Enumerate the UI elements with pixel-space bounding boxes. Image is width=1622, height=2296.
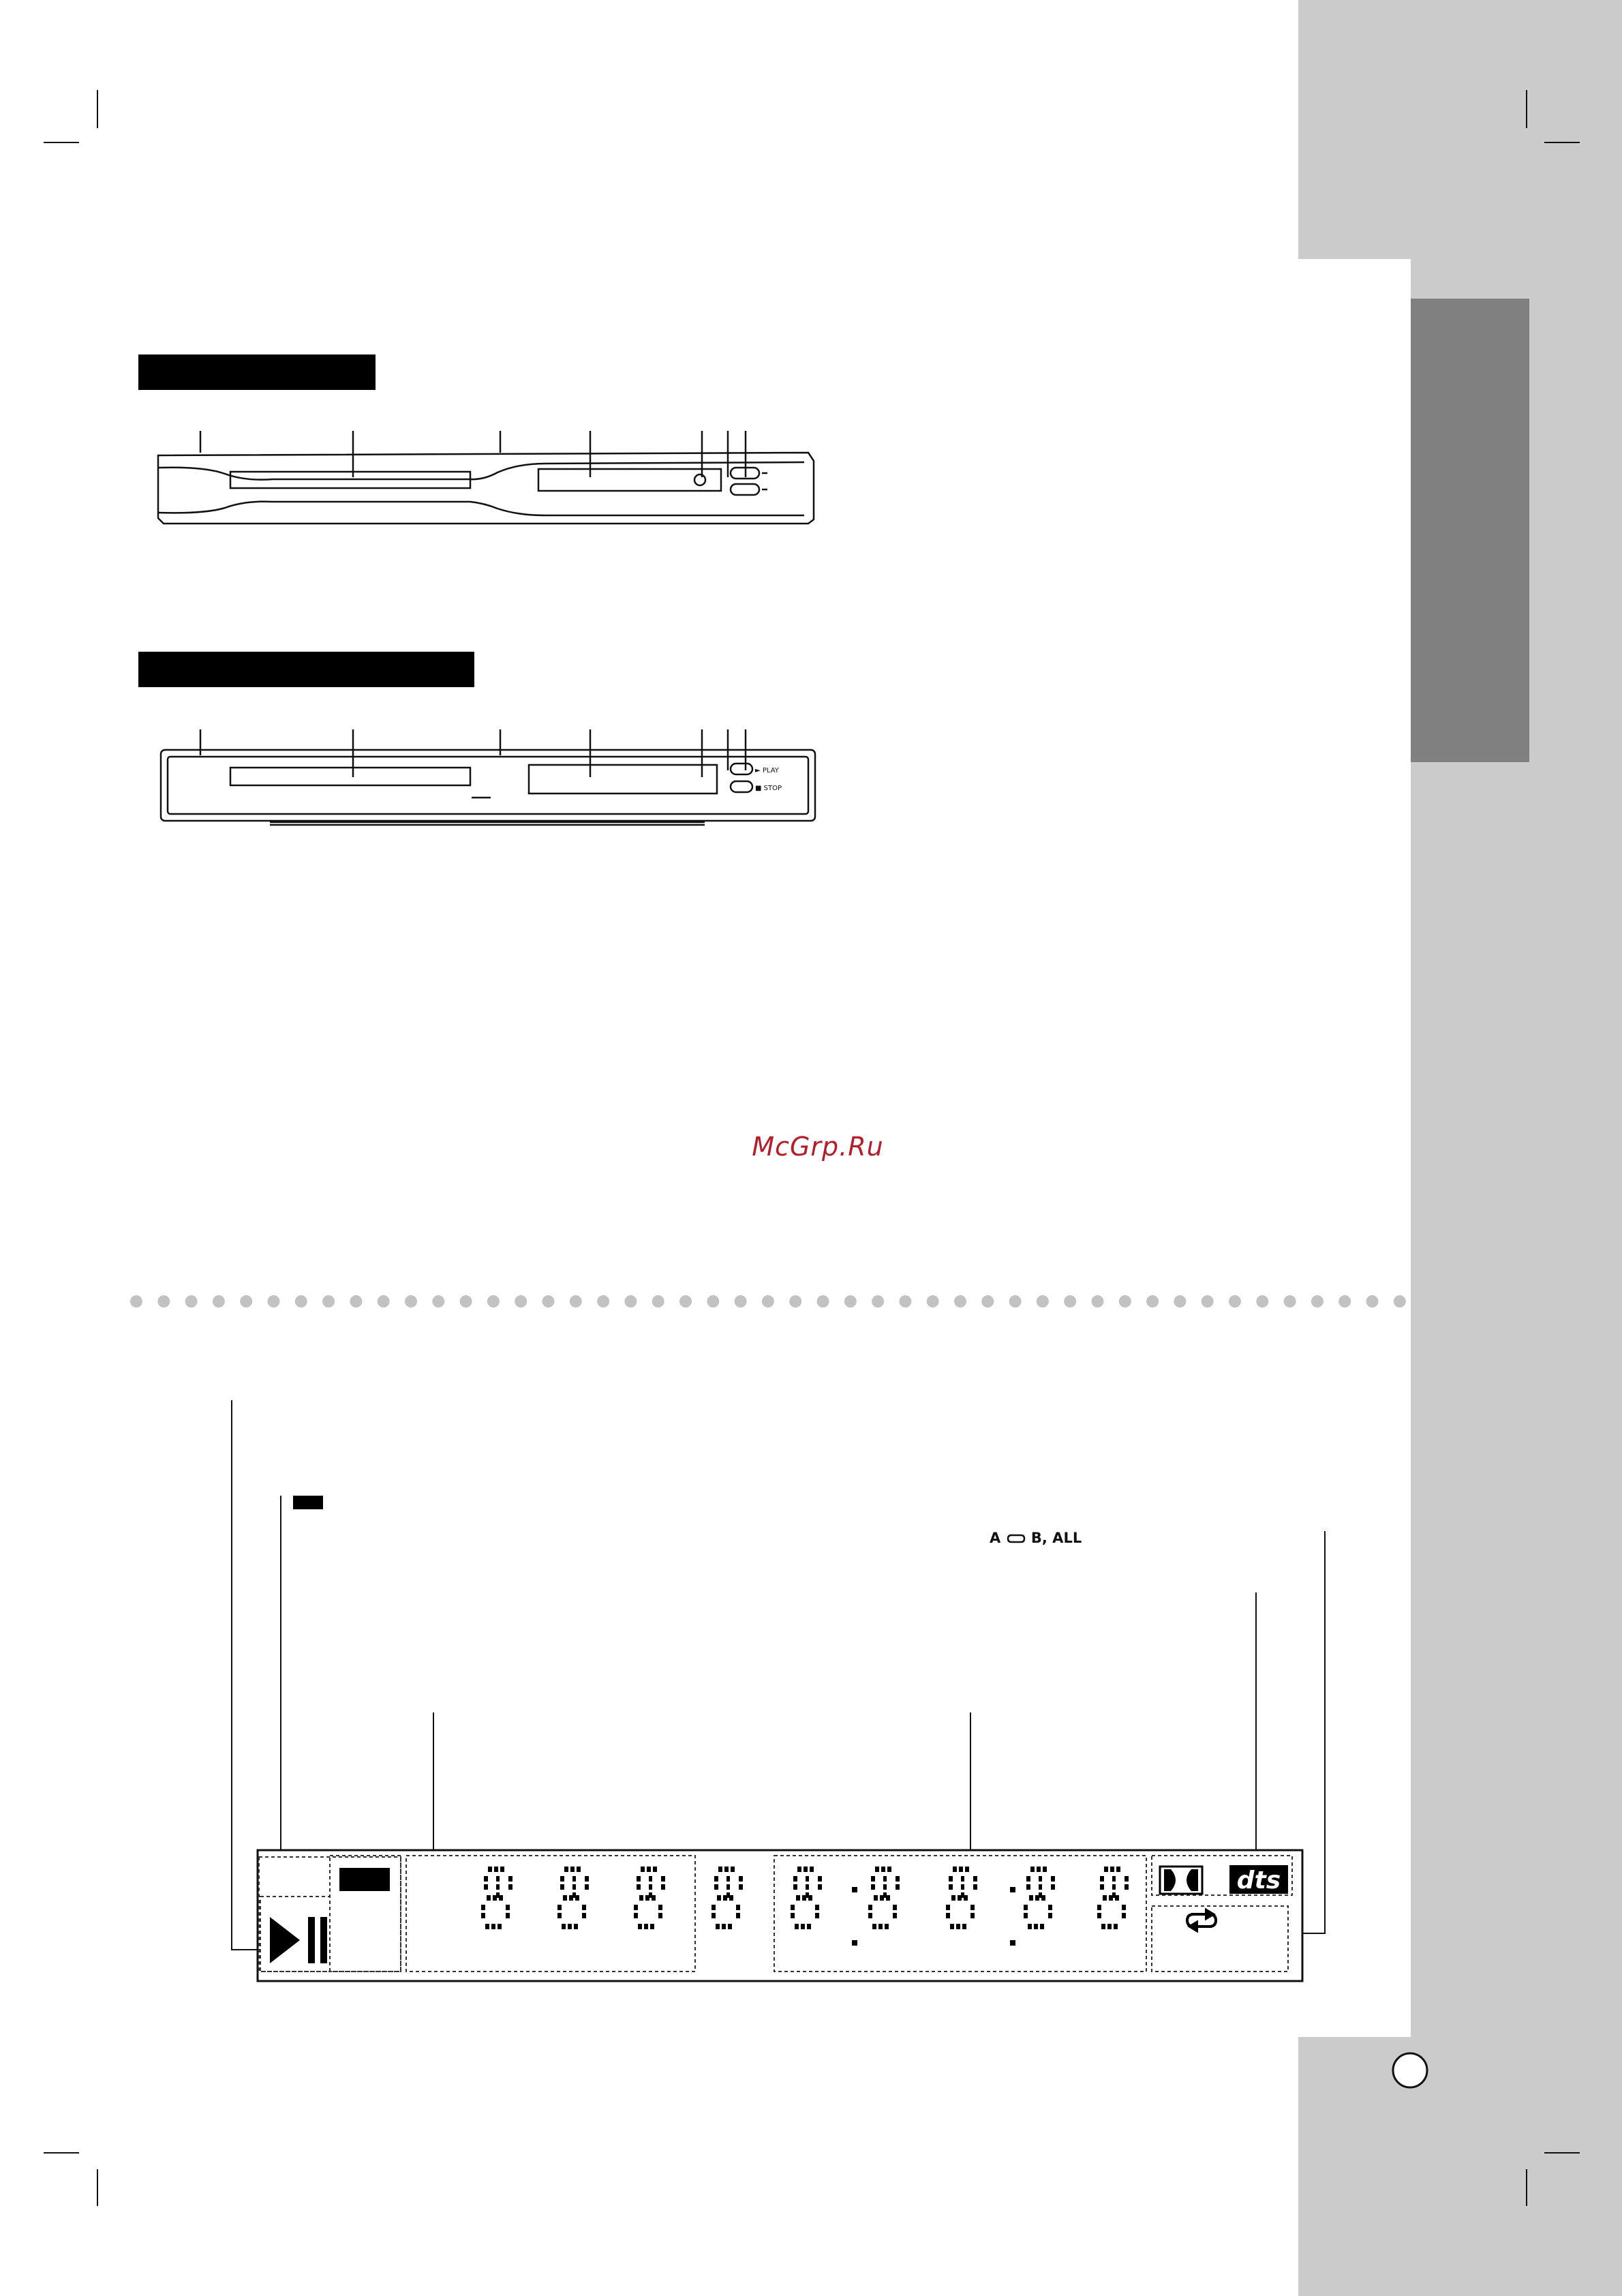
segment-dot <box>950 1924 954 1929</box>
divider-dot <box>652 1295 664 1308</box>
divider-dot <box>1119 1295 1131 1308</box>
segment-dot <box>1104 1867 1108 1872</box>
divider-dot <box>1366 1295 1379 1308</box>
segment-dot <box>1026 1876 1030 1882</box>
segment-dot <box>560 1884 564 1890</box>
segment-dot <box>500 1867 504 1872</box>
section-heading-bar-1 <box>138 354 376 390</box>
segment-dot <box>1028 1924 1032 1929</box>
divider-dot <box>515 1295 527 1308</box>
segment-dot <box>570 1867 575 1872</box>
segment-dot <box>481 1913 485 1918</box>
divider-dot <box>1174 1295 1186 1308</box>
segment-dot <box>562 1924 566 1929</box>
segment-dot <box>1122 1913 1126 1918</box>
segment-dot <box>962 1924 966 1929</box>
divider-dot <box>1256 1295 1268 1308</box>
divider-dot <box>1092 1295 1104 1308</box>
watermark: McGrp.Ru <box>752 1132 884 1162</box>
segment-dot <box>961 1892 964 1898</box>
segment-dot <box>801 1924 805 1929</box>
divider-dot <box>679 1295 692 1308</box>
segment-dot <box>881 1867 885 1872</box>
divider-dot <box>405 1295 417 1308</box>
svg-text:■ STOP: ■ STOP <box>755 785 782 792</box>
segment-dot <box>872 1924 876 1929</box>
segment-dot <box>726 1876 730 1882</box>
segment-dot <box>970 1905 975 1910</box>
segment-dot <box>641 1867 645 1872</box>
segment-dot <box>661 1884 665 1890</box>
segment-dot <box>1010 1940 1015 1946</box>
divider-dot <box>1284 1295 1296 1308</box>
segment-dot <box>711 1905 716 1910</box>
segment-dot <box>726 1892 730 1898</box>
segment-dot <box>791 1905 795 1910</box>
segment-dot <box>896 1876 900 1882</box>
segment-dot <box>498 1924 502 1929</box>
segment-dot <box>508 1876 512 1882</box>
dts-logo-icon <box>1229 1865 1288 1894</box>
segment-dot <box>953 1867 957 1872</box>
segment-dot <box>722 1924 726 1929</box>
segment-dot <box>574 1924 578 1929</box>
segment-dot <box>653 1867 657 1872</box>
segment-dot <box>1124 1884 1129 1890</box>
segment-dot <box>1116 1867 1120 1872</box>
segment-dot <box>736 1905 740 1910</box>
segment-dot <box>634 1905 638 1910</box>
segment-dot <box>1114 1924 1118 1929</box>
segment-dot <box>1122 1905 1126 1910</box>
segment-dot <box>1101 1924 1105 1929</box>
segment-dot <box>714 1876 718 1882</box>
segment-dot <box>506 1905 510 1910</box>
segment-dot <box>736 1913 740 1918</box>
segment-dot <box>577 1867 581 1872</box>
segment-dot <box>560 1876 564 1882</box>
segment-dot <box>893 1905 897 1910</box>
segment-dot <box>1107 1924 1112 1929</box>
divider-dot <box>295 1295 307 1308</box>
segment-dot <box>572 1884 576 1890</box>
segment-dot <box>661 1876 665 1882</box>
divider-dot <box>872 1295 884 1308</box>
segment-dot <box>637 1876 641 1882</box>
divider-dot <box>157 1295 170 1308</box>
segment-dot <box>1112 1892 1116 1898</box>
divider-dot <box>844 1295 857 1308</box>
divider-dot <box>570 1295 582 1308</box>
segment-dot <box>1048 1905 1052 1910</box>
divider-dot <box>240 1295 252 1308</box>
segment-dot <box>739 1876 743 1882</box>
segment-dot <box>818 1876 822 1882</box>
segment-dot <box>868 1905 872 1910</box>
segment-dot <box>1040 1924 1044 1929</box>
divider-dot <box>624 1295 637 1308</box>
segment-dot <box>893 1913 897 1918</box>
divider-dot <box>789 1295 801 1308</box>
segment-dot <box>804 1867 808 1872</box>
svg-text:► PLAY: ► PLAY <box>755 767 779 774</box>
segment-dot <box>1112 1876 1116 1882</box>
segment-dot <box>563 1895 567 1901</box>
segment-dot <box>956 1924 960 1929</box>
segment-dot <box>806 1892 809 1898</box>
segment-dot <box>638 1924 642 1929</box>
divider-dot <box>899 1295 911 1308</box>
page-number-circle <box>1393 2053 1427 2087</box>
divider-dot <box>185 1295 198 1308</box>
segment-dot <box>1097 1905 1101 1910</box>
segment-dot <box>582 1913 586 1918</box>
callout-black-marker <box>293 1496 323 1509</box>
segment-dot <box>506 1913 510 1918</box>
segment-dot <box>649 1892 652 1898</box>
divider-dot <box>1338 1295 1351 1308</box>
segment-dot <box>557 1905 562 1910</box>
segment-dot <box>739 1884 743 1890</box>
divider-dot <box>597 1295 609 1308</box>
divider-dot <box>350 1295 362 1308</box>
segment-dot <box>1100 1884 1104 1890</box>
segment-dot <box>484 1884 488 1890</box>
segment-dot <box>564 1867 568 1872</box>
segment-dot <box>647 1867 651 1872</box>
segment-dot <box>815 1913 819 1918</box>
divider-dot <box>707 1295 719 1308</box>
divider-dot <box>378 1295 390 1308</box>
segment-dot <box>875 1867 879 1872</box>
divider-dot <box>322 1295 335 1308</box>
side-panel <box>1298 0 1622 2296</box>
segment-dot <box>718 1867 722 1872</box>
segment-dot <box>496 1884 500 1890</box>
dotted-divider <box>130 1295 1406 1308</box>
segment-dot <box>791 1913 795 1918</box>
divider-dot <box>927 1295 939 1308</box>
segment-dot <box>883 1876 887 1882</box>
segment-dot <box>1103 1895 1107 1901</box>
divider-dot <box>487 1295 500 1308</box>
repeat-modes-label <box>990 1530 1082 1546</box>
divider-dot <box>213 1295 225 1308</box>
display-window <box>258 1850 1302 1981</box>
divider-dot <box>981 1295 994 1308</box>
segment-dot <box>896 1884 900 1890</box>
divider-dot <box>762 1295 774 1308</box>
segment-dot <box>485 1924 489 1929</box>
segment-dot <box>1039 1892 1042 1898</box>
repeat-modes-rest: B, ALL <box>1030 1530 1082 1546</box>
repeat-modes-a: A <box>990 1530 1001 1546</box>
segment-dot <box>818 1884 822 1890</box>
segment-dot <box>797 1867 801 1872</box>
segment-dot <box>481 1905 485 1910</box>
segment-dot <box>887 1867 891 1872</box>
segment-dot <box>711 1913 716 1918</box>
segment-dot <box>572 1892 576 1898</box>
section-heading-bar-2 <box>138 652 474 687</box>
divider-dot <box>1394 1295 1406 1308</box>
divider-dot <box>1064 1295 1076 1308</box>
segment-dot <box>1043 1867 1047 1872</box>
segment-dot <box>949 1876 953 1882</box>
segment-dot <box>1024 1913 1028 1918</box>
segment-dot <box>585 1884 589 1890</box>
segment-dot <box>871 1884 875 1890</box>
divider-dot <box>1009 1295 1022 1308</box>
segment-dot <box>961 1876 964 1882</box>
segment-dot <box>793 1884 797 1890</box>
segment-dot <box>650 1924 654 1929</box>
divider-dot <box>460 1295 472 1308</box>
divider-dot <box>1037 1295 1049 1308</box>
segment-dot <box>946 1905 950 1910</box>
segment-dot <box>557 1913 562 1918</box>
segment-dot <box>871 1876 875 1882</box>
divider-dot <box>1146 1295 1159 1308</box>
segment-dot <box>637 1884 641 1890</box>
divider-dot <box>130 1295 142 1308</box>
segment-dot <box>874 1895 878 1901</box>
segment-dot <box>970 1913 975 1918</box>
segment-dot <box>1030 1867 1035 1872</box>
chapter-tab <box>1411 299 1529 762</box>
segment-dot <box>1051 1884 1055 1890</box>
segment-dot <box>634 1913 638 1918</box>
segment-dot <box>1029 1895 1033 1901</box>
segment-dot <box>582 1905 586 1910</box>
segment-dot <box>1026 1884 1030 1890</box>
segment-dot <box>868 1913 872 1918</box>
display-black-block <box>339 1868 390 1891</box>
segment-dot <box>796 1895 800 1901</box>
segment-dot <box>717 1895 721 1901</box>
segment-dot <box>883 1892 887 1898</box>
divider-dot <box>1202 1295 1214 1308</box>
segment-dot <box>714 1884 718 1890</box>
segment-dot <box>1110 1867 1114 1872</box>
segment-dot <box>946 1913 950 1918</box>
segment-dot <box>494 1867 498 1872</box>
segment-dot <box>806 1876 809 1882</box>
segment-dot <box>639 1895 643 1901</box>
segment-dot <box>1034 1924 1038 1929</box>
front-panel-diagram-1 <box>158 431 814 524</box>
segment-dot <box>644 1924 648 1929</box>
segment-dot <box>585 1876 589 1882</box>
segment-dot <box>807 1924 811 1929</box>
segment-dot <box>810 1867 814 1872</box>
segment-dot <box>508 1884 512 1890</box>
segment-dot <box>878 1924 883 1929</box>
divider-dot <box>735 1295 747 1308</box>
segment-dot <box>852 1940 857 1946</box>
front-panel-diagram-2 <box>161 729 815 825</box>
segment-dot <box>959 1867 963 1872</box>
divider-dot <box>817 1295 829 1308</box>
segment-dot <box>658 1905 662 1910</box>
segment-dot <box>815 1905 819 1910</box>
segment-dot <box>883 1884 887 1890</box>
segment-dot <box>852 1887 857 1892</box>
segment-dot <box>1024 1905 1028 1910</box>
segment-dot <box>1051 1876 1055 1882</box>
segment-dot <box>724 1867 729 1872</box>
segment-dot <box>716 1924 720 1929</box>
dolby-digital-icon <box>1160 1867 1202 1894</box>
segment-dot <box>949 1884 953 1890</box>
segment-dot <box>568 1924 572 1929</box>
segment-dot <box>1039 1884 1042 1890</box>
segment-dot <box>795 1924 799 1929</box>
segment-dot <box>731 1867 735 1872</box>
segment-dot <box>488 1867 492 1872</box>
segment-dot <box>1100 1876 1104 1882</box>
segment-dot <box>951 1895 955 1901</box>
divider-dot <box>542 1295 555 1308</box>
divider-dot <box>268 1295 280 1308</box>
segment-dot <box>1010 1887 1015 1892</box>
segment-dot <box>496 1876 500 1882</box>
segment-dot <box>649 1884 652 1890</box>
segment-dot <box>1112 1884 1116 1890</box>
segment-dot <box>885 1924 889 1929</box>
repeat-arrow-icon <box>1006 1532 1026 1545</box>
segment-dot <box>491 1924 495 1929</box>
segment-dot <box>961 1884 964 1890</box>
segment-dot <box>728 1924 732 1929</box>
dts-logo-text: dts <box>1236 1867 1281 1894</box>
segment-dot <box>973 1876 977 1882</box>
segment-dot <box>658 1913 662 1918</box>
segment-dot <box>1037 1867 1041 1872</box>
segment-dot <box>793 1876 797 1882</box>
segment-dot <box>649 1876 652 1882</box>
segment-dot <box>726 1884 730 1890</box>
segment-dot <box>806 1884 809 1890</box>
segment-dot <box>487 1895 491 1901</box>
segment-dot <box>484 1876 488 1882</box>
segment-dot <box>1039 1876 1042 1882</box>
segment-dot <box>965 1867 969 1872</box>
divider-dot <box>1311 1295 1323 1308</box>
divider-dot <box>432 1295 444 1308</box>
segment-dot <box>973 1884 977 1890</box>
segment-dot <box>1124 1876 1129 1882</box>
divider-dot <box>954 1295 966 1308</box>
segment-dot <box>1048 1913 1052 1918</box>
segment-dot <box>1097 1913 1101 1918</box>
segment-dot <box>496 1892 500 1898</box>
divider-dot <box>1229 1295 1241 1308</box>
segment-dot <box>572 1876 576 1882</box>
